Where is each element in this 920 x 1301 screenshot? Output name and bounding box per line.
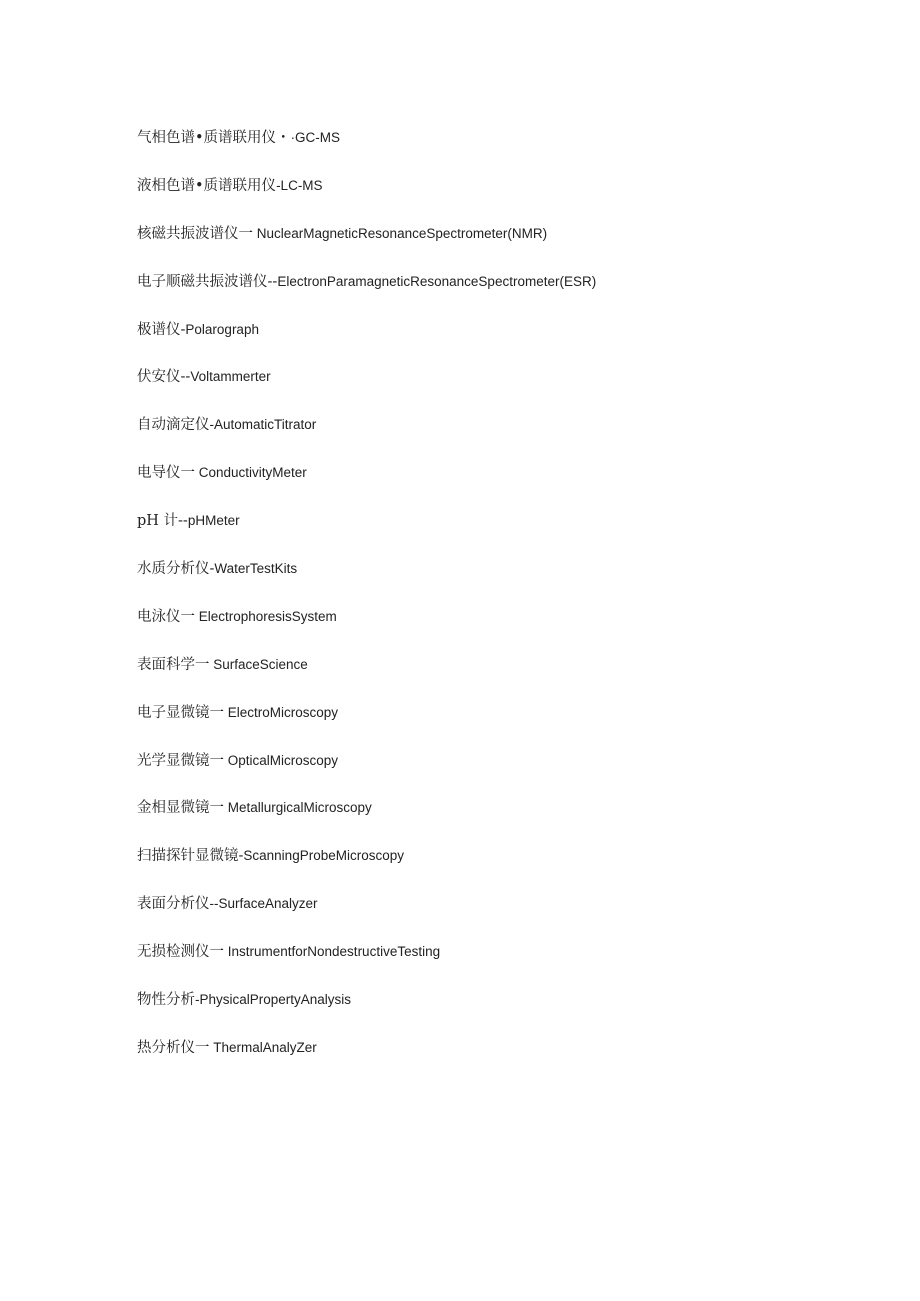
list-item	[137, 126, 877, 174]
entry-english-text: SurfaceScience	[209, 656, 308, 672]
entry-chinese-text: 扫描探针显微镜-	[137, 848, 244, 865]
entry-chinese-text: 热分析仪一	[137, 1039, 210, 1056]
entry-english-text: ElectrophoresisSystem	[195, 608, 337, 624]
entry-english-text: pHMeter	[187, 513, 240, 529]
entry-chinese-text: 电导仪一	[137, 465, 195, 482]
entry-chinese-text: 光学显微镜一	[137, 752, 224, 769]
list-item	[137, 461, 877, 509]
entry-english-text: ·GC-MS	[290, 130, 341, 145]
entry-english-text: ElectronParamagneticResonanceSpectrometer(ESR)	[277, 273, 597, 289]
entry-english-text: --SurfaceAnalyzer	[209, 896, 318, 912]
entry-english-text: -LC-MS	[276, 177, 323, 193]
list-item	[137, 365, 877, 413]
entry-english-text: -AutomaticTitrator	[209, 417, 317, 433]
entry-english-text: NuclearMagneticResonanceSpectrometer(NMR)	[253, 225, 548, 241]
entry-english-text: ScanningProbeMicroscopy	[243, 848, 404, 864]
entry-chinese-text: 自动滴定仪	[137, 417, 210, 434]
entry-chinese-text: 金相显微镜一	[137, 800, 224, 817]
list-item	[137, 174, 877, 222]
list-item	[137, 988, 877, 1036]
entry-english-text: Polarograph	[185, 321, 259, 337]
entry-chinese-text: 核磁共振波谱仪一	[137, 225, 253, 242]
entry-chinese-text: 电子显微镜一	[137, 704, 224, 721]
list-item	[137, 844, 877, 892]
list-item	[137, 222, 877, 270]
entry-chinese-text: 气相色谱•质谱联用仪・	[137, 130, 291, 146]
list-item	[137, 796, 877, 844]
instrument-list	[137, 126, 877, 1084]
entry-english-text: MetallurgicalMicroscopy	[224, 800, 372, 816]
entry-english-text: Voltammerter	[190, 369, 271, 385]
list-item	[137, 605, 877, 653]
entry-chinese-text: 极谱仪-	[137, 321, 186, 338]
entry-chinese-text: 电泳仪一	[137, 608, 195, 625]
list-item	[137, 1036, 877, 1084]
entry-english-text: -PhysicalPropertyAnalysis	[195, 992, 352, 1008]
entry-english-text: ConductivityMeter	[195, 465, 307, 481]
list-item	[137, 749, 877, 797]
list-item	[137, 940, 877, 988]
entry-chinese-text: 液相色谱•质谱联用仪	[137, 177, 277, 194]
entry-chinese-text: 表面分析仪	[137, 896, 210, 913]
entry-chinese-text: 水质分析仪-	[137, 561, 215, 578]
list-item	[137, 701, 877, 749]
entry-english-text: ThermalAnalyZer	[209, 1039, 317, 1055]
entry-chinese-text: 无损检测仪一	[137, 944, 224, 961]
list-item	[137, 557, 877, 605]
entry-chinese-text: 表面科学一	[137, 656, 210, 673]
list-item	[137, 270, 877, 318]
entry-english-text: InstrumentforNondestructiveTesting	[224, 944, 441, 960]
list-item	[137, 318, 877, 366]
list-item	[137, 653, 877, 701]
entry-chinese-text: pH 计--	[137, 513, 188, 530]
entry-english-text: WaterTestKits	[214, 561, 298, 577]
entry-chinese-text: 电子顺磁共振波谱仪--	[137, 273, 278, 290]
entry-english-text: OpticalMicroscopy	[224, 752, 339, 768]
list-item	[137, 892, 877, 940]
entry-english-text: ElectroMicroscopy	[224, 704, 339, 720]
list-item	[137, 413, 877, 461]
list-item	[137, 509, 877, 557]
entry-chinese-text: 物性分析	[137, 992, 195, 1009]
entry-chinese-text: 伏安仪--	[137, 369, 191, 386]
